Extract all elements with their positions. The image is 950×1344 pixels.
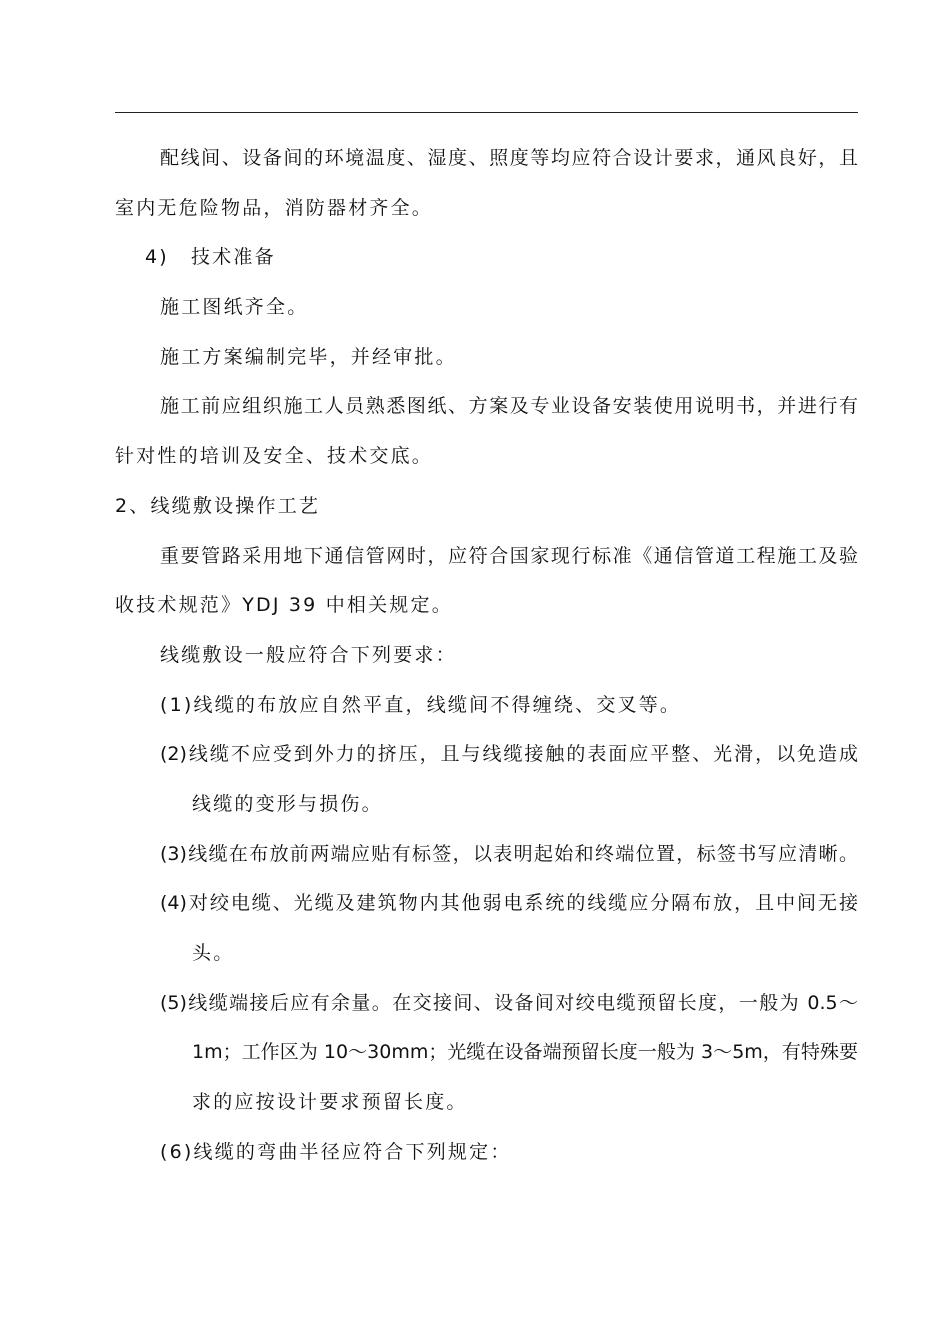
paragraph-line: 线缆敷设一般应符合下列要求： <box>160 643 457 666</box>
list-item-continuation: 头。 <box>192 942 235 964</box>
subheading-number: 4) <box>145 246 169 269</box>
paragraph-line: 施工前应组织施工人员熟悉图纸、方案及专业设备安装使用说明书，并进行有 <box>160 395 858 418</box>
section-heading: 2、线缆敷设操作工艺 <box>115 494 321 517</box>
list-item: (4)对绞电缆、光缆及建筑物内其他弱电系统的线缆应分隔布放，且中间无接 <box>160 892 858 915</box>
paragraph-line: 收技术规范》YDJ 39 中相关规定。 <box>115 594 453 617</box>
list-item: (2)线缆不应受到外力的挤压，且与线缆接触的表面应平整、光滑，以免造成 <box>160 743 858 766</box>
list-item: (1)线缆的布放应自然平直，线缆间不得缠绕、交叉等。 <box>160 693 682 716</box>
paragraph-line: 施工方案编制完毕，并经审批。 <box>160 345 457 368</box>
paragraph-line: 室内无危险物品，消防器材齐全。 <box>115 196 434 219</box>
list-item: (3)线缆在布放前两端应贴有标签，以表明起始和终端位置，标签书写应清晰。 <box>160 842 858 865</box>
list-item-continuation: 1m；工作区为 10～30mm；光缆在设备端预留长度一般为 3～5m，有特殊要 <box>192 1041 858 1064</box>
paragraph-line: 施工图纸齐全。 <box>160 296 309 319</box>
list-item-continuation: 求的应按设计要求预留长度。 <box>192 1091 468 1114</box>
list-item: (6)线缆的弯曲半径应符合下列规定： <box>160 1140 512 1163</box>
paragraph-line: 重要管路采用地下通信管网时，应符合国家现行标准《通信管道工程施工及验 <box>160 544 858 567</box>
header-rule <box>115 112 858 113</box>
subheading-technical-prep <box>115 233 858 283</box>
list-item-continuation: 线缆的变形与损伤。 <box>192 792 383 815</box>
paragraph-line: 针对性的培训及安全、技术交底。 <box>115 445 434 468</box>
subheading-text: 技术准备 <box>191 246 276 269</box>
paragraph-line: 配线间、设备间的环境温度、湿度、照度等均应符合设计要求，通风良好，且 <box>160 147 858 169</box>
list-item: (5)线缆端接后应有余量。在交接间、设备间对绞电缆预留长度，一般为 0.5～ <box>160 991 858 1014</box>
document-body <box>115 134 858 1177</box>
